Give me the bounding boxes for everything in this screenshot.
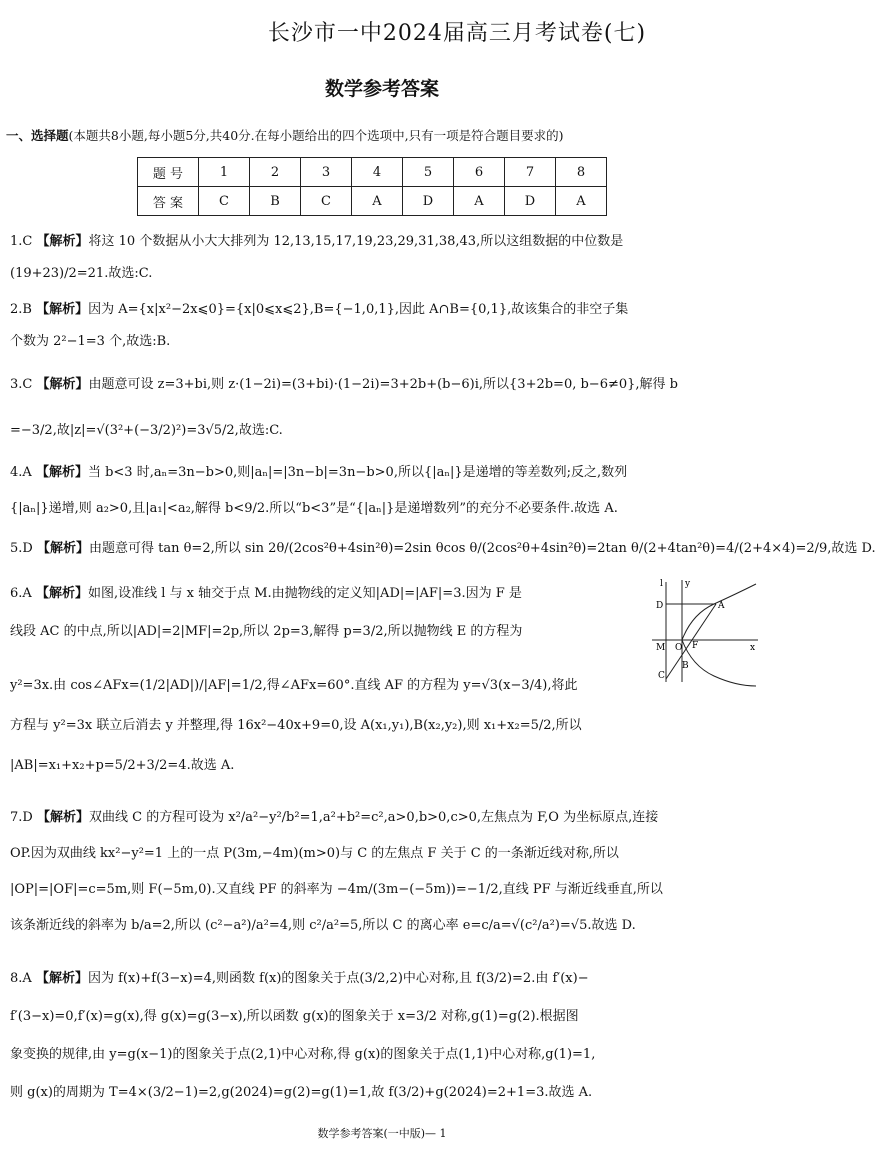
figure-label: x <box>750 643 756 653</box>
figure-label: M <box>656 643 666 653</box>
solution-line: |OP|=|OF|=c=5m,则 F(−5m,0).又直线 PF 的斜率为 −4m/(3m−(−5m))=−1/2,直线 PF 与渐近线垂直,所以 <box>10 882 663 897</box>
table-cell: 8 <box>556 158 607 187</box>
solution-number: 3.C <box>10 377 33 392</box>
solution-text: 当 b<3 时,aₙ=3n−b>0,则|aₙ|=|3n−b|=3n−b>0,所以{|aₙ|}是递增的等差数列;反之,数列 <box>87 465 628 480</box>
table-cell: 7 <box>505 158 556 187</box>
solution-text: 因为 A={x|x²−2x⩽0}={x|0⩽x⩽2},B={−1,0,1},因此 A∩B={0,1},故该集合的非空子集 <box>88 302 629 317</box>
solution-text: 将这 10 个数据从小大大排列为 12,13,15,17,19,23,29,31,38,43,所以这组数据的中位数是 <box>88 234 624 249</box>
solution-tag: 【解析】 <box>36 810 89 825</box>
solution-number: 2.B <box>10 302 32 317</box>
figure-label: B <box>682 661 689 671</box>
table-cell: C <box>301 187 352 216</box>
solution-text: 因为 f(x)+f(3−x)=4,则函数 f(x)的图象关于点(3/2,2)中心对称,且 f(3/2)=2.由 f′(x)− <box>87 971 589 986</box>
table-cell: A <box>556 187 607 216</box>
solution-line: |AB|=x₁+x₂+p=5/2+3/2=4.故选 A. <box>10 758 235 773</box>
figure-label: A <box>718 601 725 611</box>
solution-line: f′(3−x)=0,f′(x)=g(x),得 g(x)=g(3−x),所以函数 g(x)的图象关于 x=3/2 对称,g(1)=g(2).根据图 <box>10 1009 579 1024</box>
solution-tag: 【解析】 <box>35 465 88 480</box>
page-footer: 数学参考答案(一中版)— 1 <box>317 1127 447 1140</box>
solution-6 <box>10 575 642 651</box>
solution-line: {|aₙ|}递增,则 a₂>0,且|a₁|<a₂,解得 b<9/2.所以“b<3”是“{|aₙ|}是递增数列”的充分不必要条件.故选 A. <box>10 501 618 516</box>
answer-table <box>137 157 607 216</box>
table-cell: 6 <box>454 158 505 187</box>
section-label: 一、选择题 <box>6 128 69 143</box>
page-title: 长沙市一中2024届高三月考试卷(七) <box>267 21 647 46</box>
figure-label: y <box>685 579 691 589</box>
solution-line: (19+23)/2=21.故选:C. <box>10 266 153 281</box>
solution-line: 线段 AC 的中点,所以|AD|=2|MF|=2p,所以 2p=3,解得 p=3/2,所以抛物线 E 的方程为 <box>10 624 523 639</box>
table-cell: A <box>454 187 505 216</box>
figure-label: O <box>675 643 683 653</box>
table-head-answer: 答 案 <box>138 187 199 216</box>
solution-tag: 【解析】 <box>35 586 88 601</box>
solution-line <box>10 362 752 408</box>
solution-tag: 【解析】 <box>36 377 89 392</box>
solution-line <box>10 960 752 998</box>
solution-6-cont <box>10 666 752 786</box>
solution-line <box>10 455 752 491</box>
figure-label: D <box>656 601 664 611</box>
page-subtitle: 数学参考答案 <box>324 78 439 100</box>
solution-line: 该条渐近线的斜率为 b/a=2,所以 (c²−a²)/a²=4,则 c²/a²=5,所以 C 的离心率 e=c/a=√(c²/a²)=√5.故选 D. <box>10 918 636 933</box>
table-row-numbers <box>138 158 607 187</box>
table-cell: 5 <box>403 158 454 187</box>
table-cell: 4 <box>352 158 403 187</box>
solution-number: 5.D <box>10 541 33 556</box>
solution-number: 1.C <box>10 234 33 249</box>
table-cell: 2 <box>250 158 301 187</box>
table-cell: A <box>352 187 403 216</box>
solution-line <box>10 294 752 326</box>
table-cell: D <box>403 187 454 216</box>
solution-2 <box>10 294 752 358</box>
solution-line <box>10 533 876 565</box>
solution-tag: 【解析】 <box>35 971 88 986</box>
figure-label: C <box>658 671 665 681</box>
parabola-figure <box>652 574 760 686</box>
solution-line: 个数为 2²−1=3 个,故选:B. <box>10 334 171 349</box>
solution-line: 则 g(x)的周期为 T=4×(3/2−1)=2,g(2024)=g(2)=g(1)=1,故 f(3/2)+g(2024)=2+1=3.故选 A. <box>10 1085 593 1100</box>
solution-tag: 【解析】 <box>36 541 89 556</box>
table-cell: B <box>250 187 301 216</box>
section-desc: (本题共8小题,每小题5分,共40分.在每小题给出的四个选项中,只有一项是符合题目要求的) <box>68 128 564 143</box>
solution-7 <box>10 800 752 944</box>
solution-tag: 【解析】 <box>36 234 89 249</box>
solution-tag: 【解析】 <box>36 302 89 317</box>
solution-text: 由题意可设 z=3+bi,则 z·(1−2i)=(3+bi)·(1−2i)=3+2b+(b−6)i,所以{3+2b=0, b−6≠0},解得 b <box>88 377 678 392</box>
solution-text: 双曲线 C 的方程可设为 x²/a²−y²/b²=1,a²+b²=c²,a>0,b>0,c>0,左焦点为 F,O 为坐标原点,连接 <box>88 810 659 825</box>
solution-number: 6.A <box>10 586 32 601</box>
table-cell: 3 <box>301 158 352 187</box>
solution-text: 如图,设准线 l 与 x 轴交于点 M.由抛物线的定义知|AD|=|AF|=3.因为 F 是 <box>87 586 522 601</box>
solution-number: 7.D <box>10 810 33 825</box>
solution-number: 4.A <box>10 465 32 480</box>
solution-5 <box>10 533 876 565</box>
solution-line: =−3/2,故|z|=√(3²+(−3/2)²)=3√5/2,故选:C. <box>10 423 283 438</box>
solution-line <box>10 575 642 613</box>
section-heading <box>6 126 563 144</box>
solution-1 <box>10 226 752 290</box>
table-cell: D <box>505 187 556 216</box>
solution-4 <box>10 455 752 527</box>
solution-3 <box>10 362 752 454</box>
solution-line: 方程与 y²=3x 联立后消去 y 并整理,得 16x²−40x+9=0,设 A(x₁,y₁),B(x₂,y₂),则 x₁+x₂=5/2,所以 <box>10 718 582 733</box>
table-cell: C <box>199 187 250 216</box>
solution-line: y²=3x.由 cos∠AFx=(1/2|AD|)/|AF|=1/2,得∠AFx=60°.直线 AF 的方程为 y=√3(x−3/4),将此 <box>10 678 578 693</box>
solution-line: OP.因为双曲线 kx²−y²=1 上的一点 P(3m,−4m)(m>0)与 C 的左焦点 F 关于 C 的一条渐近线对称,所以 <box>10 846 619 861</box>
solution-line: 象变换的规律,由 y=g(x−1)的图象关于点(2,1)中心对称,得 g(x)的图象关于点(1,1)中心对称,g(1)=1, <box>10 1047 596 1062</box>
solution-text: 由题意可得 tan θ=2,所以 sin 2θ/(2cos²θ+4sin²θ)=2sin θcos θ/(2cos²θ+4sin²θ)=2tan θ/(2+4tan²θ)=4/(2+4×4)=2/9,故选 D. <box>88 541 876 556</box>
solution-number: 8.A <box>10 971 32 986</box>
table-head-number: 题 号 <box>138 158 199 187</box>
solution-line <box>10 800 752 836</box>
table-cell: 1 <box>199 158 250 187</box>
solution-line <box>10 226 752 258</box>
table-row-answers <box>138 187 607 216</box>
solution-8 <box>10 960 752 1112</box>
figure-label: F <box>692 641 699 651</box>
figure-label: l <box>660 579 663 589</box>
